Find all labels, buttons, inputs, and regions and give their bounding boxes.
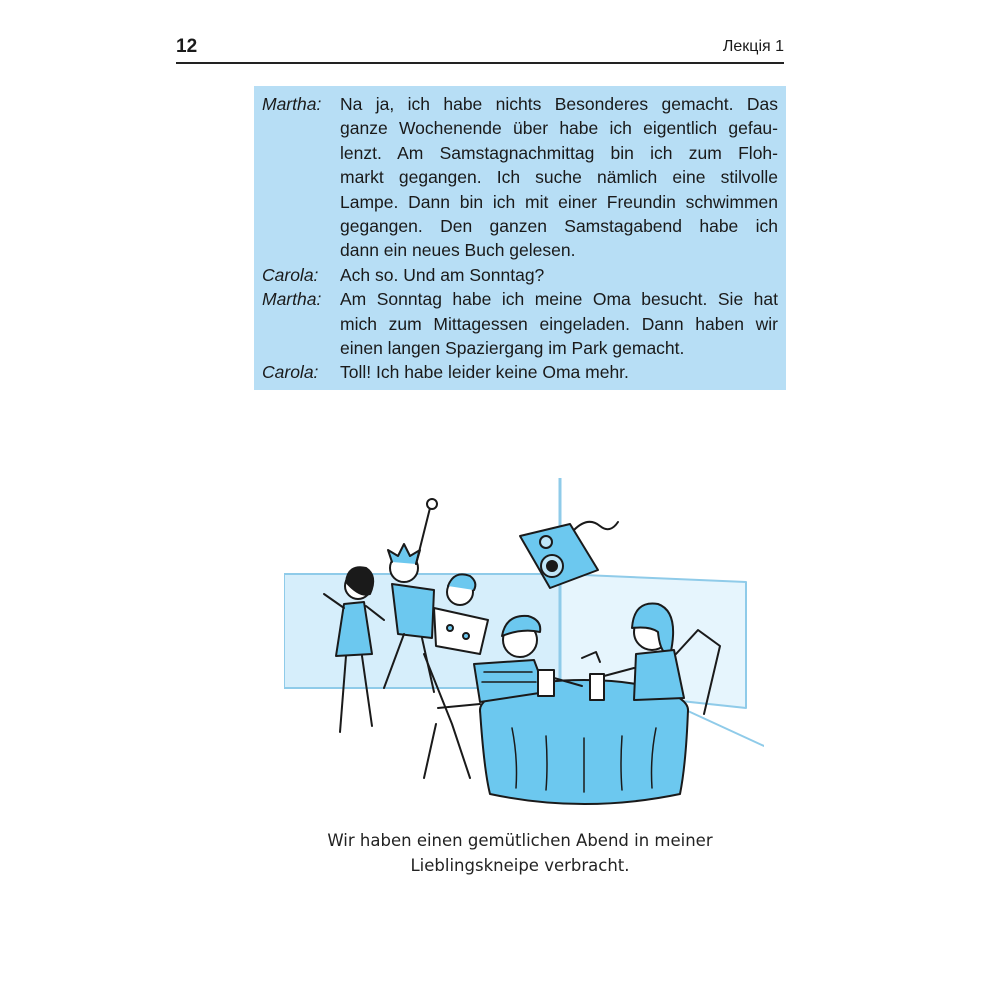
caption-line: Lieblingskneipe verbracht. (410, 856, 630, 875)
dialog-text (340, 263, 778, 287)
dialog-line: Toll! Ich habe leider keine Oma mehr. (340, 362, 629, 383)
caption-line: Wir haben einen gemütlichen Abend in meiner (327, 831, 713, 850)
dialog-entry (262, 360, 778, 384)
dialog-box (254, 86, 786, 390)
speaker-name: Martha: (262, 289, 322, 310)
dialog-line: ganze Wochenende über habe ich eigentlich gefau- (340, 118, 778, 139)
page-header (176, 34, 784, 64)
dialog-line: Lampe. Dann bin ich mit einer Freundin schwimmen (340, 191, 778, 212)
dialog-entry (262, 92, 778, 263)
dialog-line: gegangen. Den ganzen Samstagabend habe ich (340, 216, 778, 237)
dialog-line: mich zum Mittagessen eingeladen. Dann haben wir (340, 313, 778, 334)
lecture-title: Лекція 1 (722, 38, 784, 55)
dialog-line: Am Sonntag habe ich meine Oma besucht. Sie hat (340, 289, 778, 310)
speaker-name: Carola: (262, 264, 319, 285)
dialog-entry (262, 263, 778, 287)
dialog-line: einen langen Spaziergang im Park gemacht. (340, 338, 685, 359)
dialog-text (340, 287, 778, 360)
dialog-line: Na ja, ich habe nichts Besonderes gemacht. Das (340, 94, 778, 114)
dialog-line: markt gegangen. Ich suche nämlich eine stilvolle (340, 167, 778, 188)
page-number: 12 (176, 36, 198, 57)
dialog-line: lenzt. Am Samstagnachmittag bin ich zum Floh- (340, 142, 778, 163)
dialog-line: Ach so. Und am Sonntag? (340, 264, 545, 285)
illustration-caption (300, 828, 740, 878)
speaker-name: Martha: (262, 94, 322, 114)
speaker-name: Carola: (262, 362, 319, 383)
dialog-text (340, 360, 778, 384)
dialog-entry (262, 287, 778, 360)
dialog-line: dann ein neues Buch gelesen. (340, 240, 576, 261)
dialog-text (340, 92, 778, 263)
pub-illustration (284, 478, 764, 808)
